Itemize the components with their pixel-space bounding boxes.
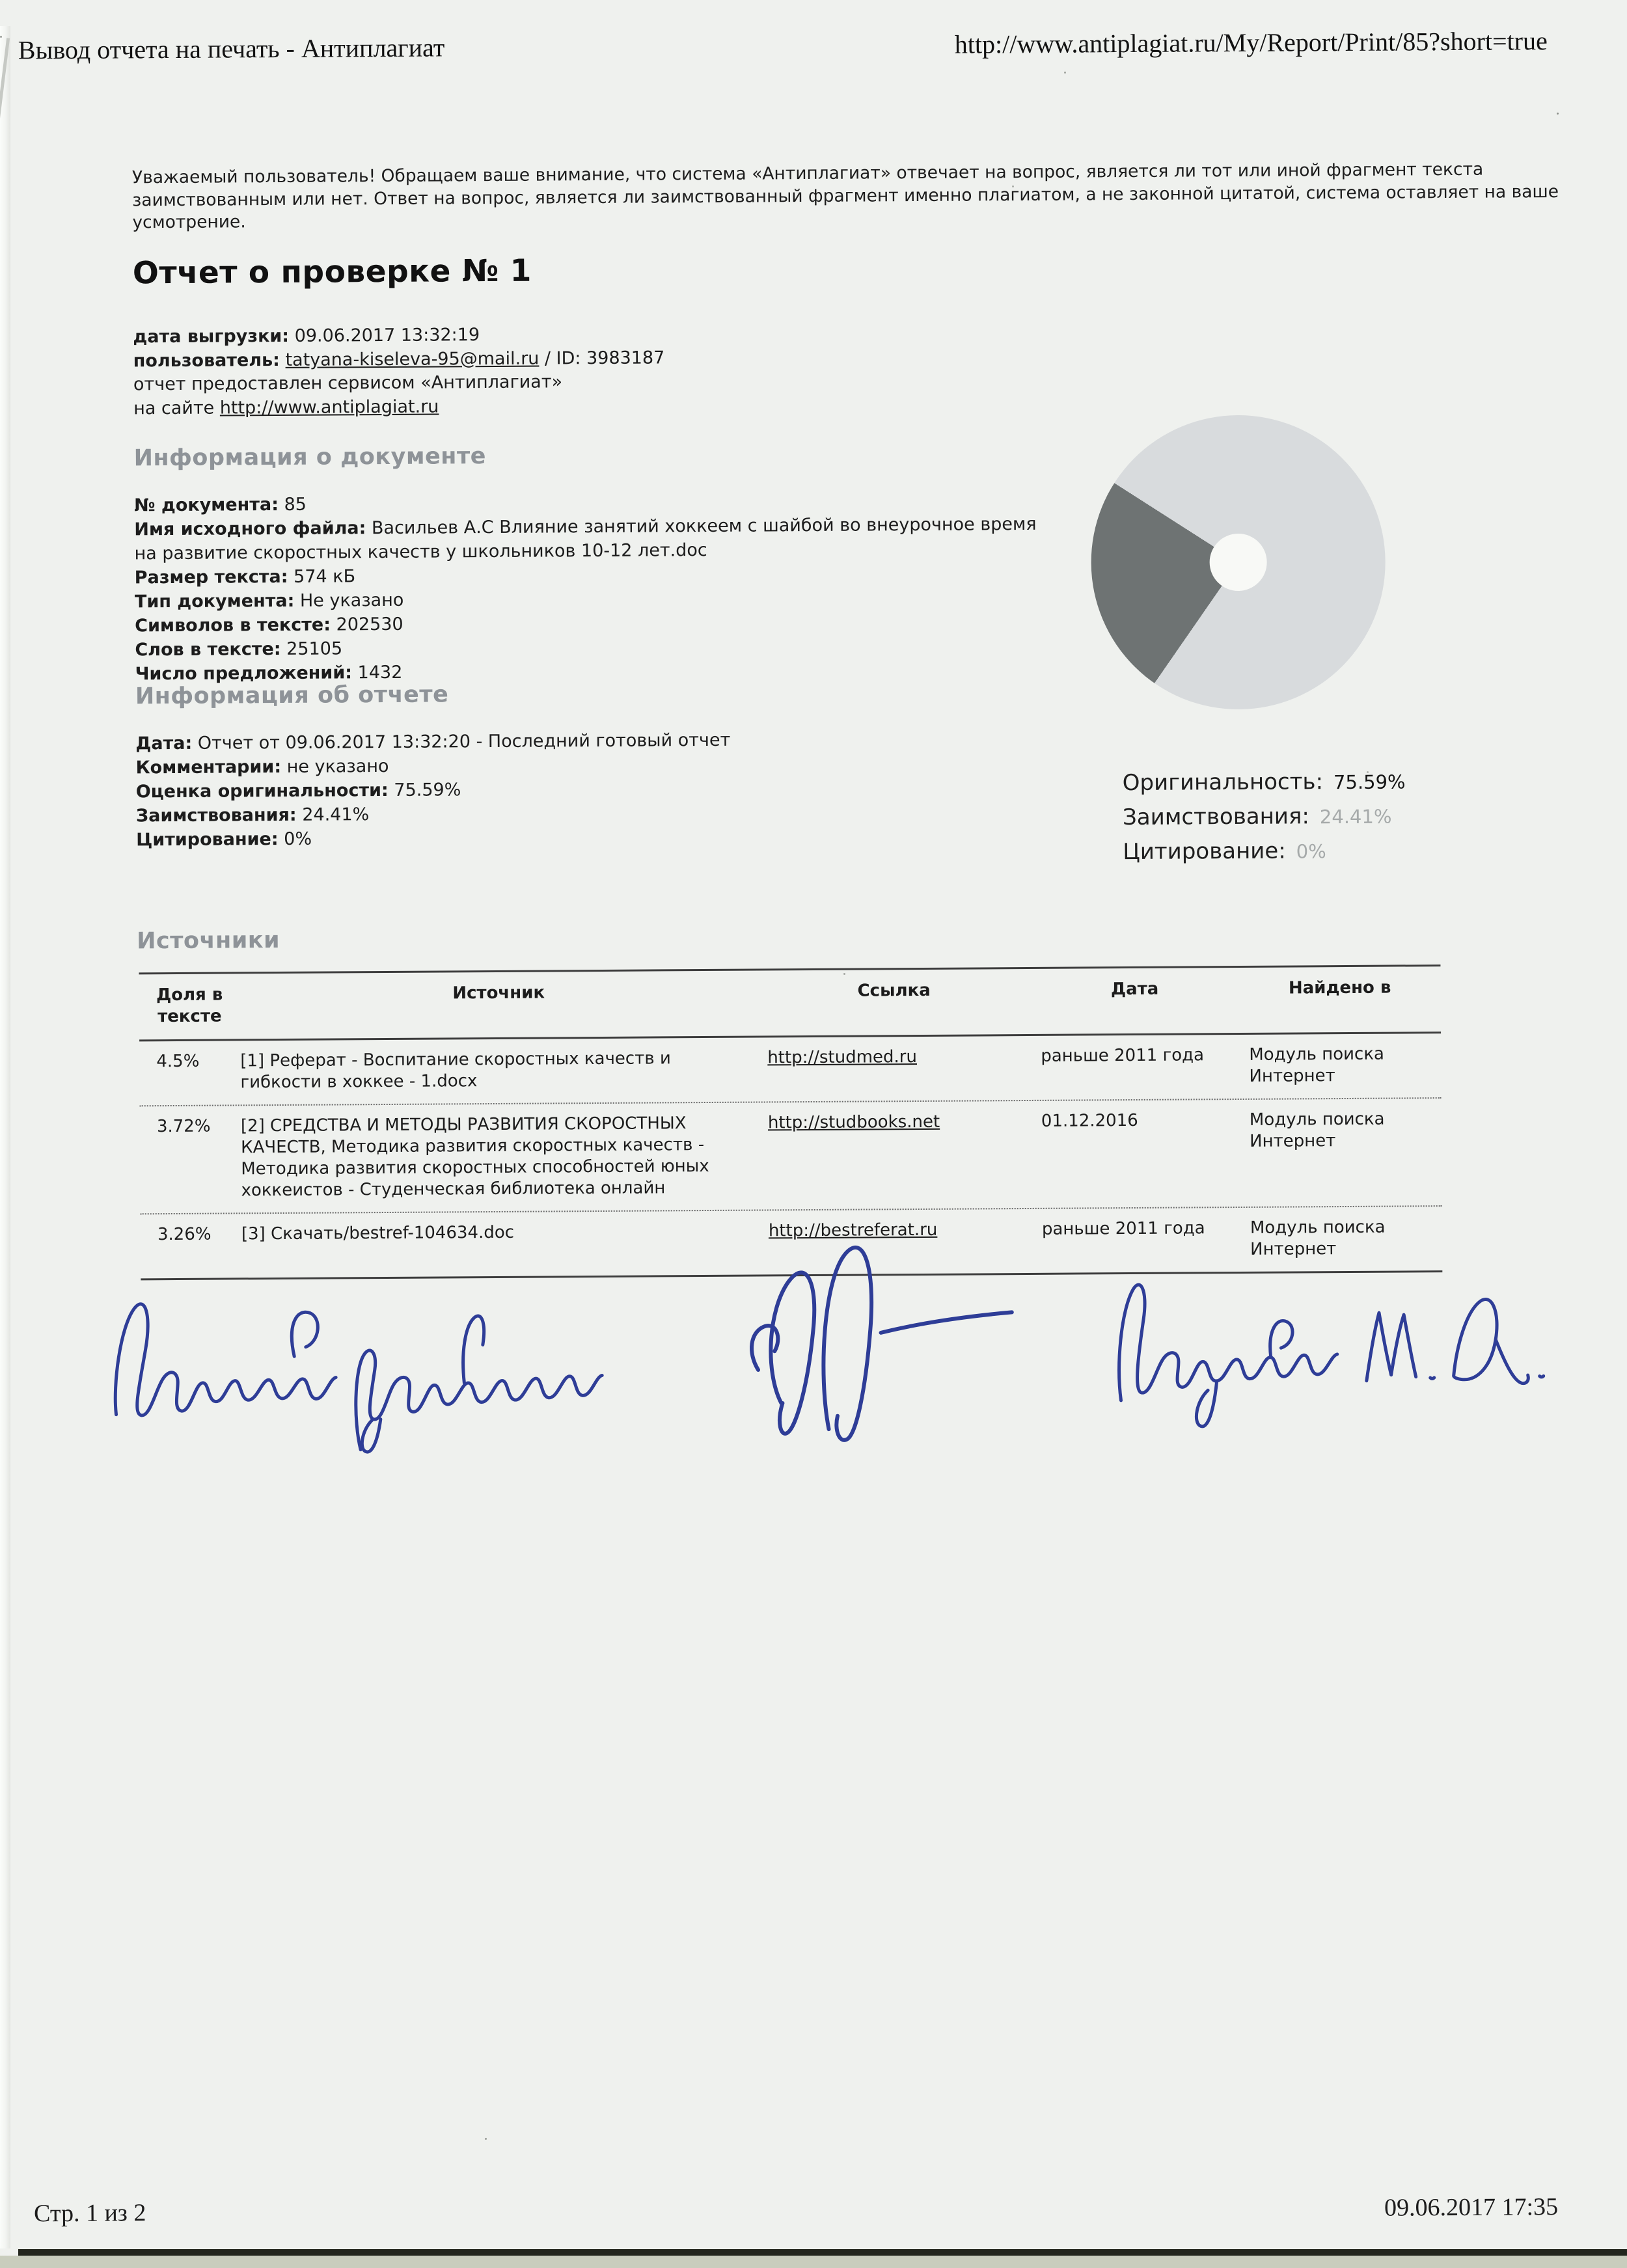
field-row [135, 657, 1043, 687]
meta-label: на сайте [133, 398, 220, 418]
legend-label: Цитирование: [1123, 838, 1286, 866]
notice-line: Уважаемый пользователь! Обращаем ваше внимание, что система «Антиплагиат» отвечает на вопрос, является ли тот или иной фрагмент текста [131, 159, 1484, 188]
field-row [134, 512, 1042, 566]
table-row [140, 1097, 1442, 1213]
document-info-heading: Информация о документе [133, 443, 487, 472]
document-info-fields [134, 488, 1043, 687]
column-header-share: Доля в тексте [156, 985, 223, 1027]
field-value: 24.41% [302, 804, 370, 825]
antiplagiat-site-link[interactable]: http://www.antiplagiat.ru [219, 396, 439, 418]
field-label: Цитирование: [136, 829, 279, 851]
user-email-link[interactable]: tatyana-kiseleva-95@mail.ru [285, 348, 540, 370]
legend-item-originality [1123, 768, 1406, 804]
source-title: [3] Скачать/bestref-104634.doc [241, 1222, 515, 1244]
meta-value: 09.06.2017 13:32:19 [294, 325, 480, 346]
legend-value: 75.59% [1333, 771, 1406, 794]
field-label: Слов в тексте: [135, 638, 281, 661]
field-value: 75.59% [394, 780, 461, 800]
sources-table-header [139, 966, 1441, 1041]
source-title: [1] Реферат - Воспитание скоростных качеств и гибкости в хоккее - 1.docx [240, 1048, 671, 1093]
field-value: Васильев А.С Влияние занятий хоккеем с шайбой во внеурочное время на развитие скоростных качеств у школьников 10-12 лет.doc [134, 513, 1037, 564]
print-datetime: 09.06.2017 17:35 [1384, 2193, 1559, 2222]
scanner-bed-strip [0, 2256, 1627, 2268]
source-title: [2] СРЕДСТВА И МЕТОДЫ РАЗВИТИЯ СКОРОСТНЫХ КАЧЕСТВ, Методика развития скоростных качеств - Методика развития скоростных способностей юных хоккеистов - Студенческая библиотека онлайн [240, 1114, 709, 1201]
legend-label: Оригинальность: [1122, 769, 1324, 797]
field-label: Символов в тексте: [135, 614, 331, 636]
handwritten-signature [98, 1227, 1570, 1460]
field-value: 574 кБ [294, 566, 356, 587]
sources-heading: Источники [137, 927, 280, 955]
field-label: Заимствования: [135, 804, 297, 827]
legend-value: 24.41% [1319, 805, 1392, 828]
meta-site [133, 394, 665, 420]
source-date: 01.12.2016 [1041, 1110, 1138, 1131]
field-label: Число предложений: [135, 663, 353, 685]
column-header-found-in: Найдено в [1288, 977, 1391, 998]
report-info-heading: Информация об отчете [135, 681, 449, 710]
column-header-source: Источник [452, 983, 545, 1004]
notice-text [132, 158, 1559, 234]
source-found-in: Модуль поиска Интернет [1249, 1044, 1385, 1086]
field-value: Не указано [299, 590, 404, 611]
source-link[interactable]: http://studbooks.net [767, 1112, 940, 1133]
field-value: Отчет от 09.06.2017 13:32:20 - Последний готовый отчет [197, 730, 731, 754]
chart-legend [1123, 768, 1406, 873]
field-value: 25105 [286, 638, 343, 659]
print-header-title: Вывод отчета на печать - Антиплагиат [18, 33, 445, 65]
legend-label: Заимствования: [1122, 803, 1309, 831]
source-share: 4.5% [156, 1051, 200, 1072]
meta-user [133, 346, 665, 373]
field-label: № документа: [133, 495, 279, 516]
report-meta [133, 322, 664, 420]
notice-line: усмотрение. [132, 212, 246, 233]
field-value: 1432 [357, 662, 403, 683]
field-label: Дата: [135, 733, 193, 754]
source-found-in: Модуль поиска Интернет [1249, 1109, 1385, 1151]
field-value: не указано [286, 756, 389, 777]
signature-ink [96, 1211, 1573, 1475]
column-header-date: Дата [1110, 979, 1159, 1000]
report-info-fields [135, 726, 1044, 853]
scan-bottom-edge-line [18, 2249, 1627, 2256]
source-link[interactable]: http://bestreferat.ru [768, 1220, 938, 1241]
source-date: раньше 2011 года [1041, 1045, 1205, 1066]
report-title: Отчет о проверке № 1 [132, 253, 532, 292]
column-header-link: Ссылка [857, 980, 931, 1001]
field-label: Оценка оригинальности: [135, 780, 389, 802]
page-number: Стр. 1 из 2 [33, 2199, 146, 2228]
source-date: раньше 2011 года [1041, 1218, 1205, 1239]
field-label: Размер текста: [134, 566, 288, 588]
source-found-in: Модуль поиска Интернет [1250, 1217, 1386, 1259]
source-share: 3.72% [156, 1116, 211, 1137]
field-label: Тип документа: [134, 590, 295, 612]
legend-item-citation [1123, 837, 1406, 873]
table-row [139, 1033, 1442, 1105]
user-id: / ID: 3983187 [539, 347, 665, 369]
notice-line: заимствованным или нет. Ответ на вопрос, является ли заимствованный фрагмент именно плагиатом, а не законной цитатой, система оставляет на ваше [132, 181, 1559, 210]
source-link[interactable]: http://studmed.ru [767, 1047, 918, 1068]
field-value: 85 [284, 494, 307, 515]
meta-upload-date [133, 322, 664, 349]
scan-noise-specks [0, 36, 2, 38]
meta-label: дата выгрузки: [133, 325, 290, 348]
source-share: 3.26% [157, 1224, 212, 1245]
field-label: Имя исходного файла: [134, 518, 366, 540]
scan-paper-edge [0, 26, 10, 2248]
field-label: Комментарии: [135, 756, 282, 778]
meta-label: пользователь: [133, 349, 280, 371]
print-header-url: http://www.antiplagiat.ru/My/Report/Print/85?short=true [954, 26, 1548, 59]
field-value: 0% [284, 828, 312, 849]
legend-item-borrowed [1123, 802, 1406, 839]
field-row [136, 823, 1044, 853]
field-value: 202530 [336, 614, 403, 635]
donut-chart [1090, 415, 1386, 711]
legend-value: 0% [1296, 840, 1326, 863]
meta-service: отчет предоставлен сервисом «Антиплагиат» [133, 372, 563, 395]
